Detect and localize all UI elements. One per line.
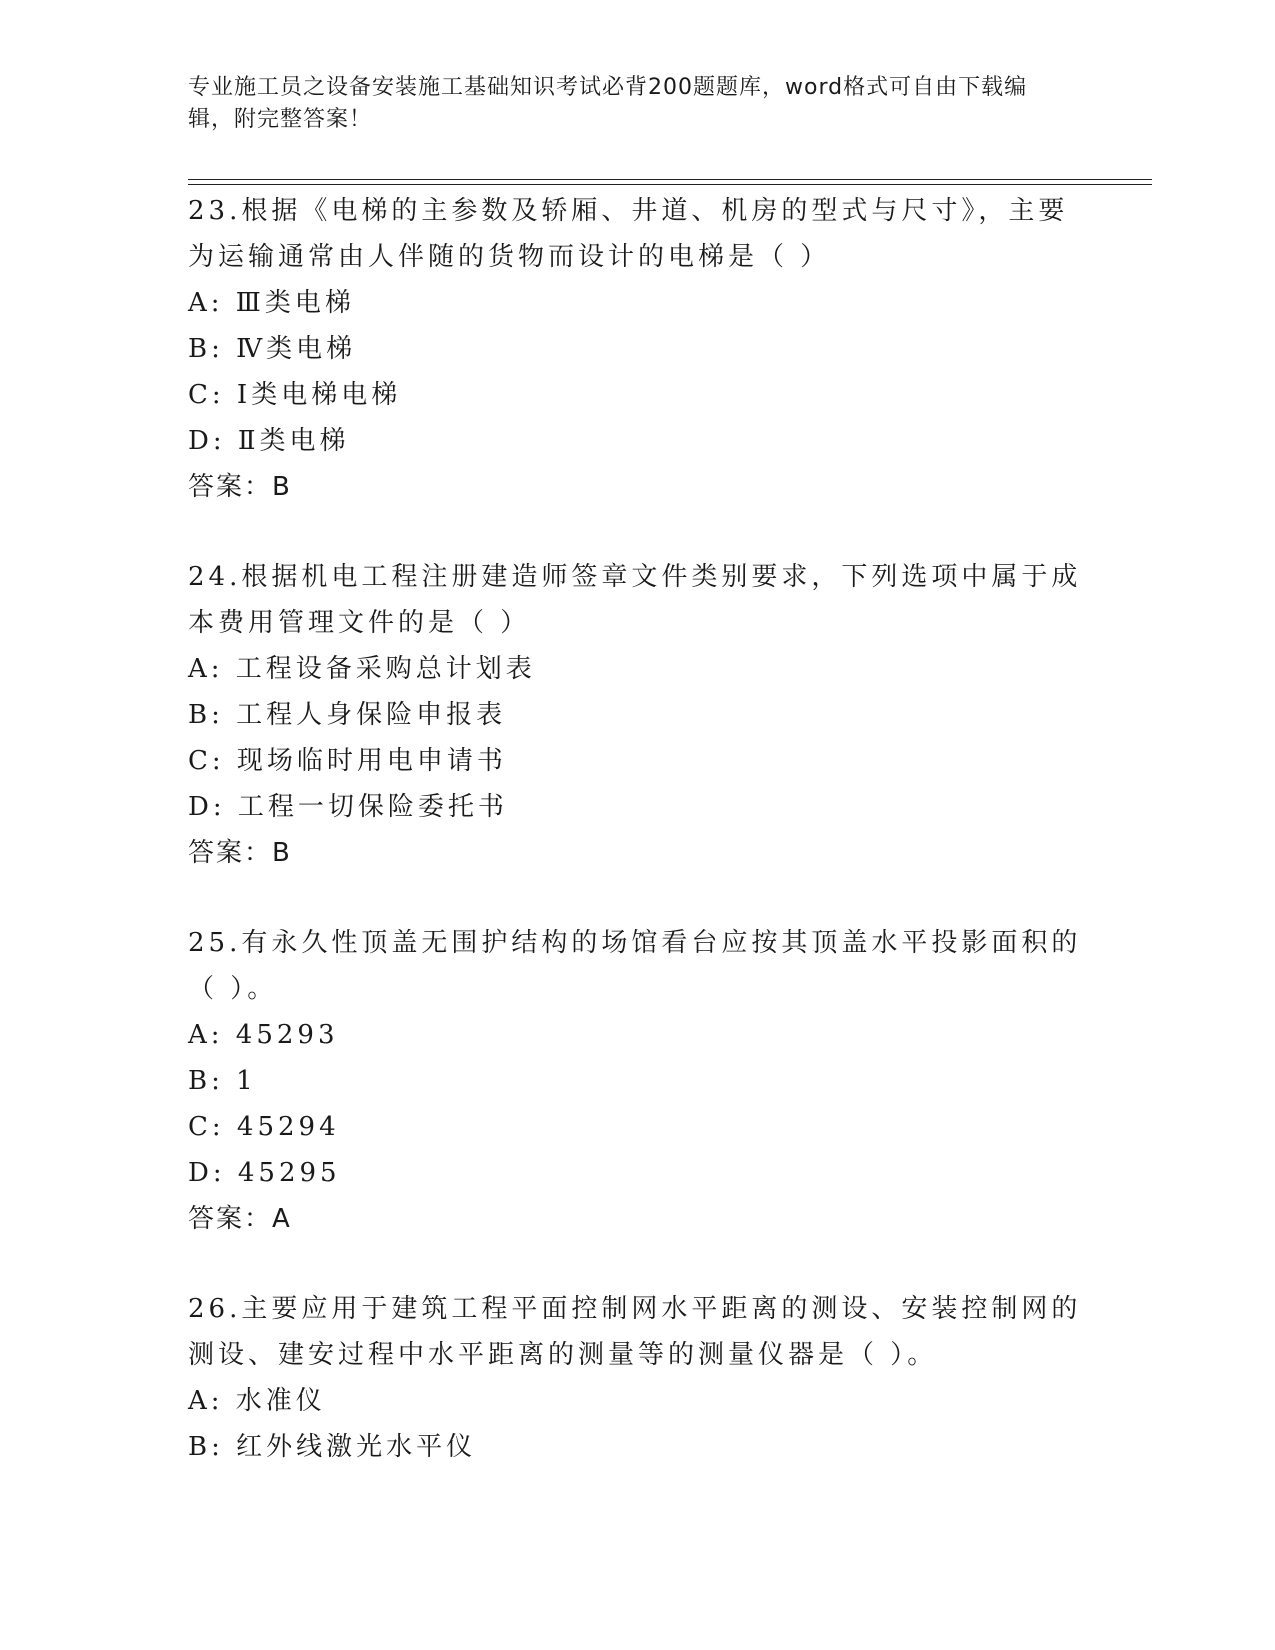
- header-divider-bottom: [188, 184, 1152, 185]
- answer-line: 答案：B: [188, 472, 292, 502]
- option-d: D: 工程一切保险委托书: [188, 792, 508, 822]
- answer-line: 答案：A: [188, 1204, 292, 1234]
- option-c: C: Ⅰ类电梯电梯: [188, 380, 402, 410]
- header-divider-top: [188, 179, 1152, 180]
- option-c: C: 45294: [188, 1112, 340, 1142]
- option-a: A: 45293: [188, 1020, 339, 1050]
- option-c: C: 现场临时用电申请书: [188, 746, 507, 776]
- question-stem: 26.主要应用于建筑工程平面控制网水平距离的测设、安装控制网的测设、建安过程中水平距离的测量等的测量仪器是（ ）。: [188, 1294, 1082, 1370]
- question-stem: 25.有永久性顶盖无围护结构的场馆看台应按其顶盖水平投影面积的（ ）。: [188, 928, 1082, 1004]
- document-header: 专业施工员之设备安装施工基础知识考试必背200题题库，word格式可自由下载编辑，附完整答案！: [188, 75, 1028, 132]
- option-a: A: 工程设备采购总计划表: [188, 654, 536, 684]
- option-a: A: 水准仪: [188, 1386, 326, 1416]
- answer-line: 答案：B: [188, 838, 292, 868]
- question-list: [188, 188, 1088, 1470]
- option-b: B: 1: [188, 1066, 257, 1096]
- option-b: B: 工程人身保险申报表: [188, 700, 507, 730]
- option-d: D: 45295: [188, 1158, 341, 1188]
- question-stem: 23.根据《电梯的主参数及轿厢、井道、机房的型式与尺寸》，主要为运输通常由人伴随的货物而设计的电梯是（ ）: [188, 196, 1069, 272]
- option-b: B: Ⅳ类电梯: [188, 334, 357, 364]
- question-25: [188, 920, 1088, 1242]
- question-26: [188, 1286, 1088, 1470]
- option-a: A: Ⅲ类电梯: [188, 288, 355, 318]
- question-stem: 24.根据机电工程注册建造师签章文件类别要求，下列选项中属于成本费用管理文件的是（ ）: [188, 562, 1082, 638]
- option-d: D: Ⅱ类电梯: [188, 426, 350, 456]
- option-b: B: 红外线激光水平仪: [188, 1432, 477, 1462]
- question-23: [188, 188, 1088, 510]
- question-24: [188, 554, 1088, 876]
